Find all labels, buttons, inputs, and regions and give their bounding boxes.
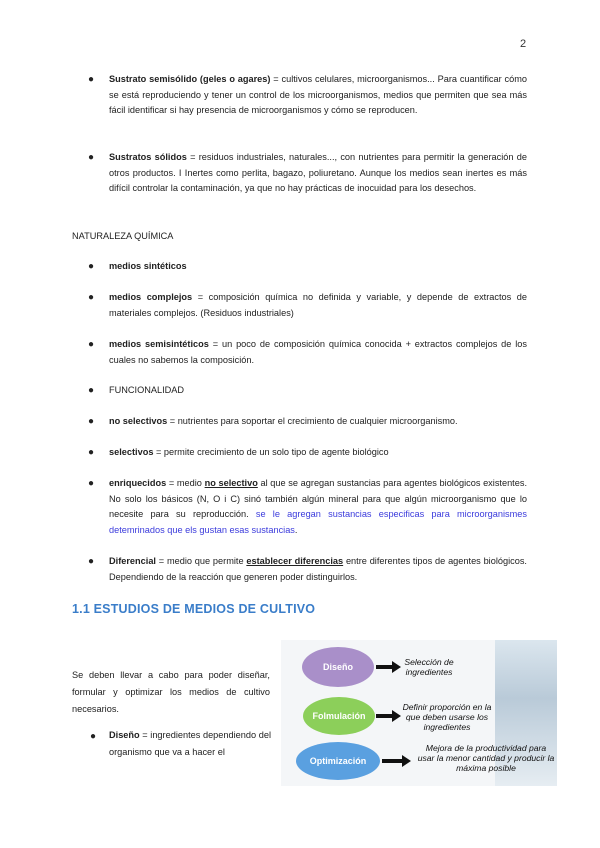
bullet-medios-complejos: medios complejos = composición química no definida y variable, y depende de extractos de materiales complejos. (Residuos industriales)	[109, 292, 527, 318]
bullet-dot: ●	[90, 731, 97, 742]
step-diseno-pill: Diseño	[302, 647, 374, 687]
arrow-icon	[402, 755, 411, 767]
step-optimizacion-pill: Optimización	[296, 742, 380, 780]
bullet-dot: ●	[88, 292, 95, 303]
bullet-dot: ●	[88, 478, 95, 489]
bullet-medios-semisinteticos: medios semisintéticos = un poco de composición química conocida + extractos complejos de los cuales no sabemos la composición.	[109, 339, 528, 365]
bullet-diseno: Diseño = ingredientes dependiendo del organismo que va a hacer el	[109, 730, 271, 757]
page-number: 2	[520, 38, 527, 50]
bullet-dot: ●	[88, 74, 95, 85]
bullet-enriquecidos: enriquecidos = medio no selectivo al que se agregan sustancias para agentes biológicos existentes. No solo los básicos (N, O i C) sinó también algún mineral para que algún microorganismo que lo necesite para su reproducción. se le agregan sustancias especificas para microorganismes detemrinados que els gustan esas sustancias.	[109, 478, 527, 535]
bullet-sustratos-solidos: Sustratos sólidos = residuos industriales, naturales..., con nutrientes para permitir la generación de otros productos. I Inertes como perlita, bagazo, poliuretano. Aunque los medios sean inertes es más difícil controlar la contaminación, ya que no hay prácticas de inocuidad para los desechos.	[109, 152, 527, 193]
bullet-dot: ●	[88, 447, 95, 458]
bullet-dot: ●	[88, 152, 95, 163]
culture-media-diagram	[281, 640, 557, 786]
bullet-dot: ●	[88, 261, 95, 272]
bullet-dot: ●	[88, 339, 95, 350]
bullet-diferencial: Diferencial = medio que permite establecer diferencias entre diferentes tipos de agentes biológicos. Dependiendo de la reacción que generen poder distinguirlos.	[109, 556, 527, 582]
section-heading: 1.1 ESTUDIOS DE MEDIOS DE CULTIVO	[72, 602, 316, 616]
arrow-icon	[376, 665, 393, 669]
funcionalidad-label: FUNCIONALIDAD	[109, 385, 185, 395]
step-diseno-label: Selección de ingredientes	[404, 657, 454, 677]
arrow-icon	[376, 714, 393, 718]
bullet-sustrato-semisolido: Sustrato semisólido (geles o agares) = cultivos celulares, microorganismos... Para cuantificar cómo se está reproduciendo y tener un control de los microorganismos, medios que permiten que sea más fácil identificar si hay presencia de microorganismos y cómo se reproducen.	[109, 74, 527, 115]
bullet-selectivos: selectivos = permite crecimiento de un solo tipo de agente biológico	[109, 447, 389, 457]
bullet-medios-sinteticos: medios sintéticos	[109, 261, 187, 271]
step-optimizacion-label: Mejora de la productividad para usar la menor cantidad y producir la máxima posible	[417, 743, 555, 773]
bullet-no-selectivos: no selectivos = nutrientes para soportar el crecimiento de cualquier microorganismo.	[109, 416, 458, 426]
step-formulacion-pill: Folmulación	[303, 697, 375, 735]
intro-paragraph: Se deben llevar a cabo para poder diseñar, formular y optimizar los medios de cultivo necesarios.	[72, 670, 270, 714]
section-naturaleza-quimica: NATURALEZA QUÍMICA	[72, 231, 174, 241]
bullet-dot: ●	[88, 556, 95, 567]
bullet-dot: ●	[88, 385, 95, 396]
arrow-icon	[382, 759, 403, 763]
bullet-dot: ●	[88, 416, 95, 427]
step-formulacion-label: Definir proporción en la que deben usarse los ingredientes	[402, 702, 492, 732]
